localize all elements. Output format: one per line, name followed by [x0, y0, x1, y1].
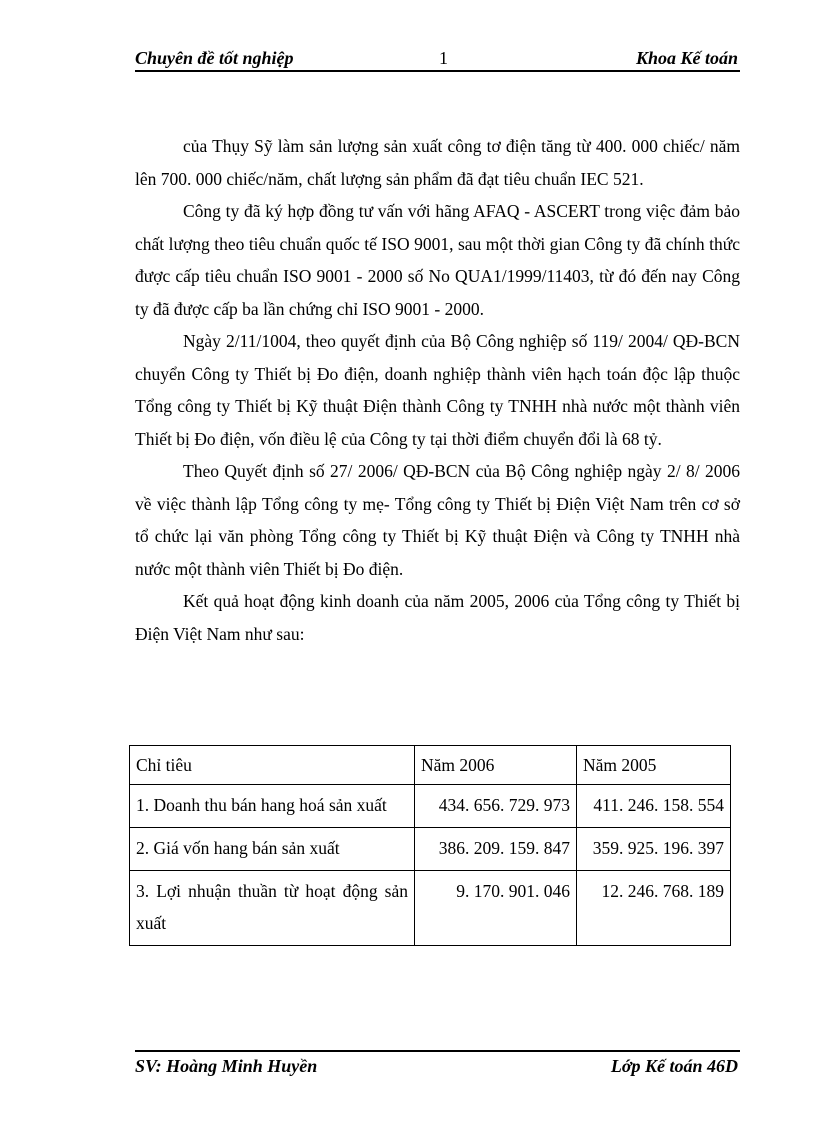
value-2006: 434. 656. 729. 973 — [415, 785, 577, 828]
header-department: Khoa Kế toán — [635, 48, 738, 68]
value-2005: 359. 925. 196. 397 — [577, 828, 731, 871]
table-header-row — [130, 746, 731, 785]
header-cell-2006: Năm 2006 — [415, 746, 577, 785]
page-footer — [135, 1050, 740, 1080]
footer-student-name: SV: Hoàng Minh Huyền — [135, 1056, 318, 1076]
business-results-table — [129, 745, 731, 946]
value-2005: 411. 246. 158. 554 — [577, 785, 731, 828]
row-label: 3. Lợi nhuận thuần từ hoạt động sản xuất — [130, 871, 415, 946]
document-body — [135, 130, 740, 650]
row-label: 1. Doanh thu bán hang hoá sản xuất — [130, 785, 415, 828]
row-label: 2. Giá vốn hang bán sản xuất — [130, 828, 415, 871]
value-2006: 9. 170. 901. 046 — [415, 871, 577, 946]
table-row — [130, 828, 731, 871]
footer-class-name: Lớp Kế toán 46D — [610, 1056, 738, 1076]
header-page-number: 1 — [439, 48, 448, 68]
value-2005: 12. 246. 768. 189 — [577, 871, 731, 946]
paragraph: Theo Quyết định số 27/ 2006/ QĐ-BCN của Bộ Công nghiệp ngày 2/ 8/ 2006 về việc thành lập Tổng công ty mẹ- Tổng công ty Thiết bị Điện Việt Nam trên cơ sở tổ chức lại văn phòng Tổng công ty Thiết bị Kỹ thuật Điện và Công ty TNHH nhà nước một thành viên Thiết bị Đo điện. — [135, 461, 740, 579]
paragraph: Kết quả hoạt động kinh doanh của năm 2005, 2006 của Tổng công ty Thiết bị Điện Việt Nam như sau: — [135, 591, 740, 644]
header-cell-2005: Năm 2005 — [577, 746, 731, 785]
paragraph: Công ty đã ký hợp đồng tư vấn với hãng AFAQ - ASCERT trong việc đảm bảo chất lượng theo tiêu chuẩn quốc tế ISO 9001, sau một thời gian Công ty đã chính thức được cấp tiêu chuẩn ISO 9001 - 2000 số No QUA1/1999/11403, từ đó đến nay Công ty đã được cấp ba lần chứng chỉ ISO 9001 - 2000. — [135, 201, 740, 319]
value-2006: 386. 209. 159. 847 — [415, 828, 577, 871]
paragraph: của Thụy Sỹ làm sản lượng sản xuất công tơ điện tăng từ 400. 000 chiếc/ năm lên 700. 000 chiếc/năm, chất lượng sản phẩm đã đạt tiêu chuẩn IEC 521. — [135, 136, 740, 189]
header-document-title: Chuyên đề tốt nghiệp — [135, 48, 294, 68]
paragraph: Ngày 2/11/1004, theo quyết định của Bộ Công nghiệp số 119/ 2004/ QĐ-BCN chuyển Công ty Thiết bị Đo điện, doanh nghiệp thành viên hạch toán độc lập thuộc Tổng công ty Thiết bị Kỹ thuật Điện thành Công ty TNHH nhà nước một thành viên Thiết bị Đo điện, vốn điều lệ của Công ty tại thời điểm chuyển đổi là 68 tỷ. — [135, 331, 740, 449]
table-row — [130, 785, 731, 828]
table-row — [130, 871, 731, 946]
header-cell-indicator: Chỉ tiêu — [130, 746, 415, 785]
page-header — [135, 48, 740, 72]
